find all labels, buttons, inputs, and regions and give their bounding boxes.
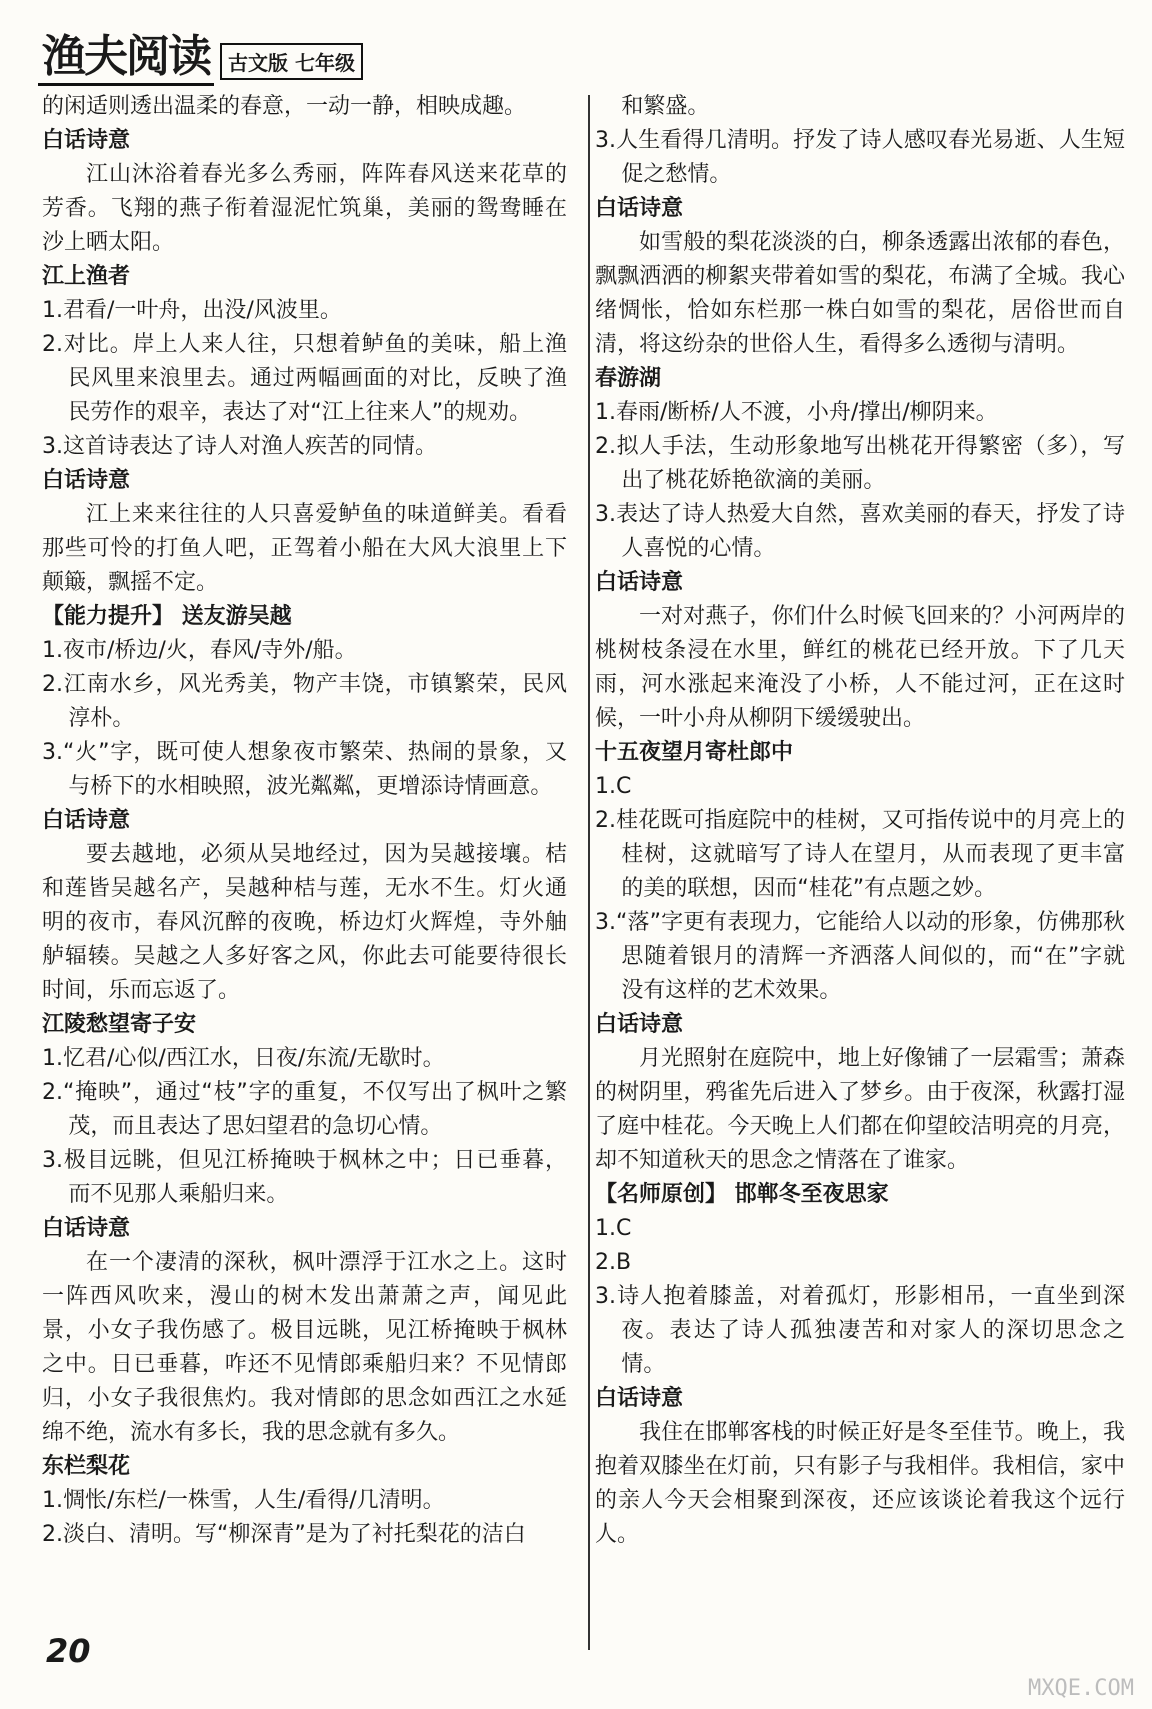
section-heading: 白话诗意: [42, 1216, 131, 1241]
paragraph: 月光照射在庭院中，地上好像铺了一层霜雪；萧森的树阴里，鸦雀先后进入了梦乡。由于夜深，秋露打湿了庭中桂花。今天晚上人们都在仰望皎洁明亮的月亮，却不知道秋天的思念之情落在了谁家。: [595, 1046, 1125, 1173]
answer-item: 1.C: [595, 774, 632, 799]
answer-item: 2.淡白、清明。写“柳深青”是为了衬托梨花的洁白: [42, 1522, 526, 1547]
answer-item: 1.夜市/桥边/火，春风/寺外/船。: [42, 638, 357, 663]
answer-item: 1.忆君/心似/西江水，日夜/东流/无歇时。: [42, 1046, 445, 1071]
paragraph: 在一个凄清的深秋，枫叶漂浮于江水之上。这时一阵西风吹来，漫山的树木发出萧萧之声，闻见此景，小女子我伤感了。极目远眺，见江桥掩映于枫林之中。日已垂暮，咋还不见情郎乘船归来？不见情郎归，小女子我很焦灼。我对情郎的思念如西江之水延绵不绝，流水有多长，我的思念就有多久。: [42, 1250, 567, 1445]
paragraph: 江山沐浴着春光多么秀丽，阵阵春风送来花草的芳香。飞翔的燕子衔着湿泥忙筑巢，美丽的鸳鸯睡在沙上晒太阳。: [42, 162, 567, 255]
paragraph: 一对对燕子，你们什么时候飞回来的？小河两岸的桃树枝条浸在水里，鲜红的桃花已经开放。下了几天雨，河水涨起来淹没了小桥，人不能过河，正在这时候，一叶小舟从柳阴下缓缓驶出。: [595, 604, 1125, 731]
section-heading: 春游湖: [595, 366, 662, 391]
continued-text: 和繁盛。: [621, 94, 710, 119]
section-heading: 【名师原创】 邯郸冬至夜思家: [595, 1182, 889, 1207]
section-heading: 白话诗意: [42, 128, 131, 153]
paragraph: 要去越地，必须从吴地经过，因为吴越接壤。桔和莲皆吴越名产，吴越种桔与莲，无水不生。灯火通明的夜市，春风沉醉的夜晚，桥边灯火辉煌，寺外舳舻辐辏。吴越之人多好客之风，你此去可能要待很长时间，乐而忘返了。: [42, 842, 567, 1003]
paragraph: 我住在邯郸客栈的时候正好是冬至佳节。晚上，我抱着双膝坐在灯前，只有影子与我相伴。我相信，家中的亲人今天会相聚到深夜，还应该谈论着我这个远行人。: [595, 1420, 1125, 1547]
edition-tag: 古文版 七年级: [220, 43, 363, 80]
answer-item: 2.B: [595, 1250, 632, 1275]
section-heading: 东栏梨花: [42, 1454, 131, 1479]
section-heading: 十五夜望月寄杜郎中: [595, 740, 794, 765]
answer-item: 3.“落”字更有表现力，它能给人以动的形象，仿佛那秋思随着银月的清辉一齐洒落人间似的，而“在”字就没有这样的艺术效果。: [595, 910, 1125, 1003]
answer-item: 1.惆怅/东栏/一株雪，人生/看得/几清明。: [42, 1488, 445, 1513]
column-divider: [588, 95, 590, 1650]
left-column: [42, 90, 567, 1552]
continued-text: 的闲适则透出温柔的春意，一动一静，相映成趣。: [42, 94, 527, 119]
section-heading: 白话诗意: [42, 468, 131, 493]
answer-item: 2.桂花既可指庭院中的桂树，又可指传说中的月亮上的桂树，这就暗写了诗人在望月，从而表现了更丰富的美的联想，因而“桂花”有点题之妙。: [595, 808, 1125, 901]
answer-item: 1.春雨/断桥/人不渡，小舟/撑出/柳阴来。: [595, 400, 998, 425]
answer-item: 3.极目远眺，但见江桥掩映于枫林之中；日已垂暮，而不见那人乘船归来。: [42, 1148, 567, 1207]
answer-item: 3.“火”字，既可使人想象夜市繁荣、热闹的景象，又与桥下的水相映照，波光粼粼，更增添诗情画意。: [42, 740, 567, 799]
page-number: 20: [46, 1632, 91, 1670]
answer-item: 1.君看/一叶舟，出没/风波里。: [42, 298, 342, 323]
answer-item: 1.C: [595, 1216, 632, 1241]
section-heading: 白话诗意: [595, 1386, 684, 1411]
answer-item: 3.这首诗表达了诗人对渔人疾苦的同情。: [42, 434, 437, 459]
book-logo: 渔夫阅读: [38, 35, 214, 86]
answer-item: 2.拟人手法，生动形象地写出桃花开得繁密（多），写出了桃花娇艳欲滴的美丽。: [595, 434, 1125, 493]
section-heading: 【能力提升】 送友游吴越: [42, 604, 292, 629]
right-column: [595, 90, 1125, 1552]
paragraph: 如雪般的梨花淡淡的白，柳条透露出浓郁的春色，飘飘洒洒的柳絮夹带着如雪的梨花，布满了全城。我心绪惆怅，恰如东栏那一株白如雪的梨花，居俗世而自清，将这纷杂的世俗人生，看得多么透彻与清明。: [595, 230, 1125, 357]
answer-item: 3.表达了诗人热爱大自然，喜欢美丽的春天，抒发了诗人喜悦的心情。: [595, 502, 1125, 561]
answer-item: 3.人生看得几清明。抒发了诗人感叹春光易逝、人生短促之愁情。: [595, 128, 1125, 187]
answer-item: 2.“掩映”，通过“枝”字的重复，不仅写出了枫叶之繁茂，而且表达了思妇望君的急切心情。: [42, 1080, 567, 1139]
answer-item: 2.对比。岸上人来人往，只想着鲈鱼的美味，船上渔民风里来浪里去。通过两幅画面的对比，反映了渔民劳作的艰辛，表达了对“江上往来人”的规劝。: [42, 332, 567, 425]
answer-item: 3.诗人抱着膝盖，对着孤灯，形影相吊，一直坐到深夜。表达了诗人孤独凄苦和对家人的深切思念之情。: [595, 1284, 1125, 1377]
section-heading: 白话诗意: [42, 808, 131, 833]
section-heading: 白话诗意: [595, 570, 684, 595]
paragraph: 江上来来往往的人只喜爱鲈鱼的味道鲜美。看看那些可怜的打鱼人吧，正驾着小船在大风大浪里上下颠簸，飘摇不定。: [42, 502, 567, 595]
section-heading: 江陵愁望寄子安: [42, 1012, 197, 1037]
section-heading: 白话诗意: [595, 196, 684, 221]
page-header: [38, 22, 363, 86]
section-heading: 江上渔者: [42, 264, 131, 289]
site-watermark: MXQE.COM: [1028, 1676, 1134, 1701]
answer-item: 2.江南水乡，风光秀美，物产丰饶，市镇繁荣，民风淳朴。: [42, 672, 567, 731]
section-heading: 白话诗意: [595, 1012, 684, 1037]
